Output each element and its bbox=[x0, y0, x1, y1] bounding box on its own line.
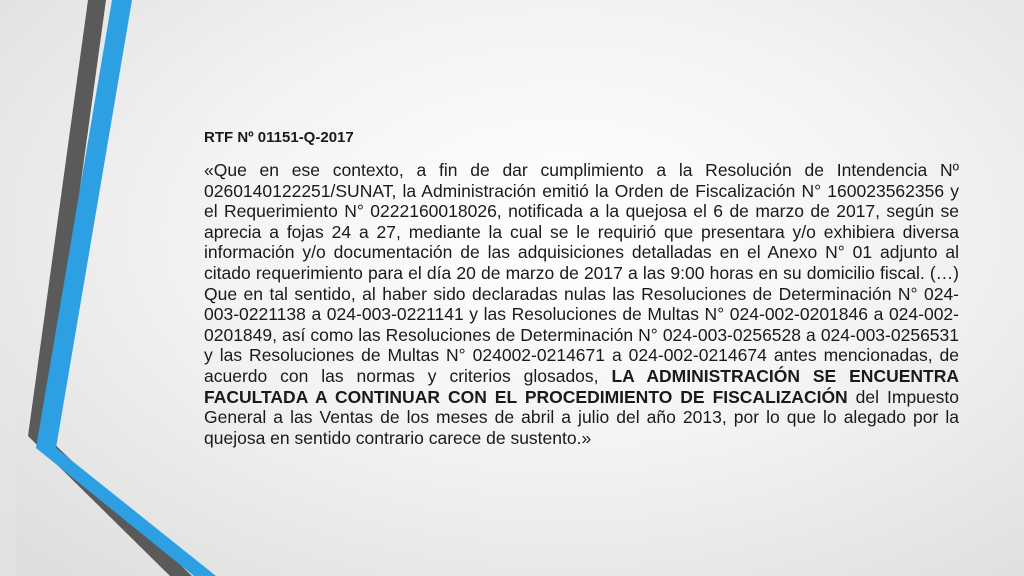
light-edge bbox=[0, 380, 16, 576]
quote-text-part1: «Que en ese contexto, a fin de dar cumplimiento a la Resolución de Intendencia Nº 0260140122251/SUNAT, la Administración emitió la Orden de Fiscalización N° 160023562356 y el Requerimiento N° 0222160018026, notificada a la quejosa el 6 de marzo de 2017, según se aprecia a fojas 24 a 27, mediante la cual se le requirió que presentara y/o exhibiera diversa información y/o documentación de las adquisiciones detalladas en el Anexo N° 01 adjunto al citado requerimiento para el día 20 de marzo de 2017 a las 9:00 horas en su domicilio fiscal. (…) Que en tal sentido, al haber sido declaradas nulas las Resoluciones de Determinación N° 024-003-0221138 a 024-003-0221141 y las Resoluciones de Multas N° 024-002-0201846 a 024-002-0201849, así como las Resoluciones de Determinación N° 024-003-0256528 a 024-003-0256531 y las Resoluciones de Multas N° 024002-0214671 a 024-002-0214674 antes mencionadas, de acuerdo con las normas y criterios glosados, bbox=[204, 160, 959, 386]
quote-paragraph bbox=[204, 160, 959, 448]
slide-content bbox=[204, 128, 959, 448]
blue-stripe-bottom bbox=[36, 448, 216, 576]
quote-text-part2: del Impuesto General a las Ventas de los meses de abril a julio del año 2013, por lo que lo alegado por la quejosa en sentido contrario carece de sustento.» bbox=[204, 386, 959, 448]
slide-title: RTF Nº 01151-Q-2017 bbox=[204, 129, 354, 146]
quote-bold-text: LA ADMINISTRACIÓN SE ENCUENTRA FACULTADA A CONTINUAR CON EL PROCEDIMIENTO DE FISCALIZACIÓN bbox=[204, 365, 959, 407]
